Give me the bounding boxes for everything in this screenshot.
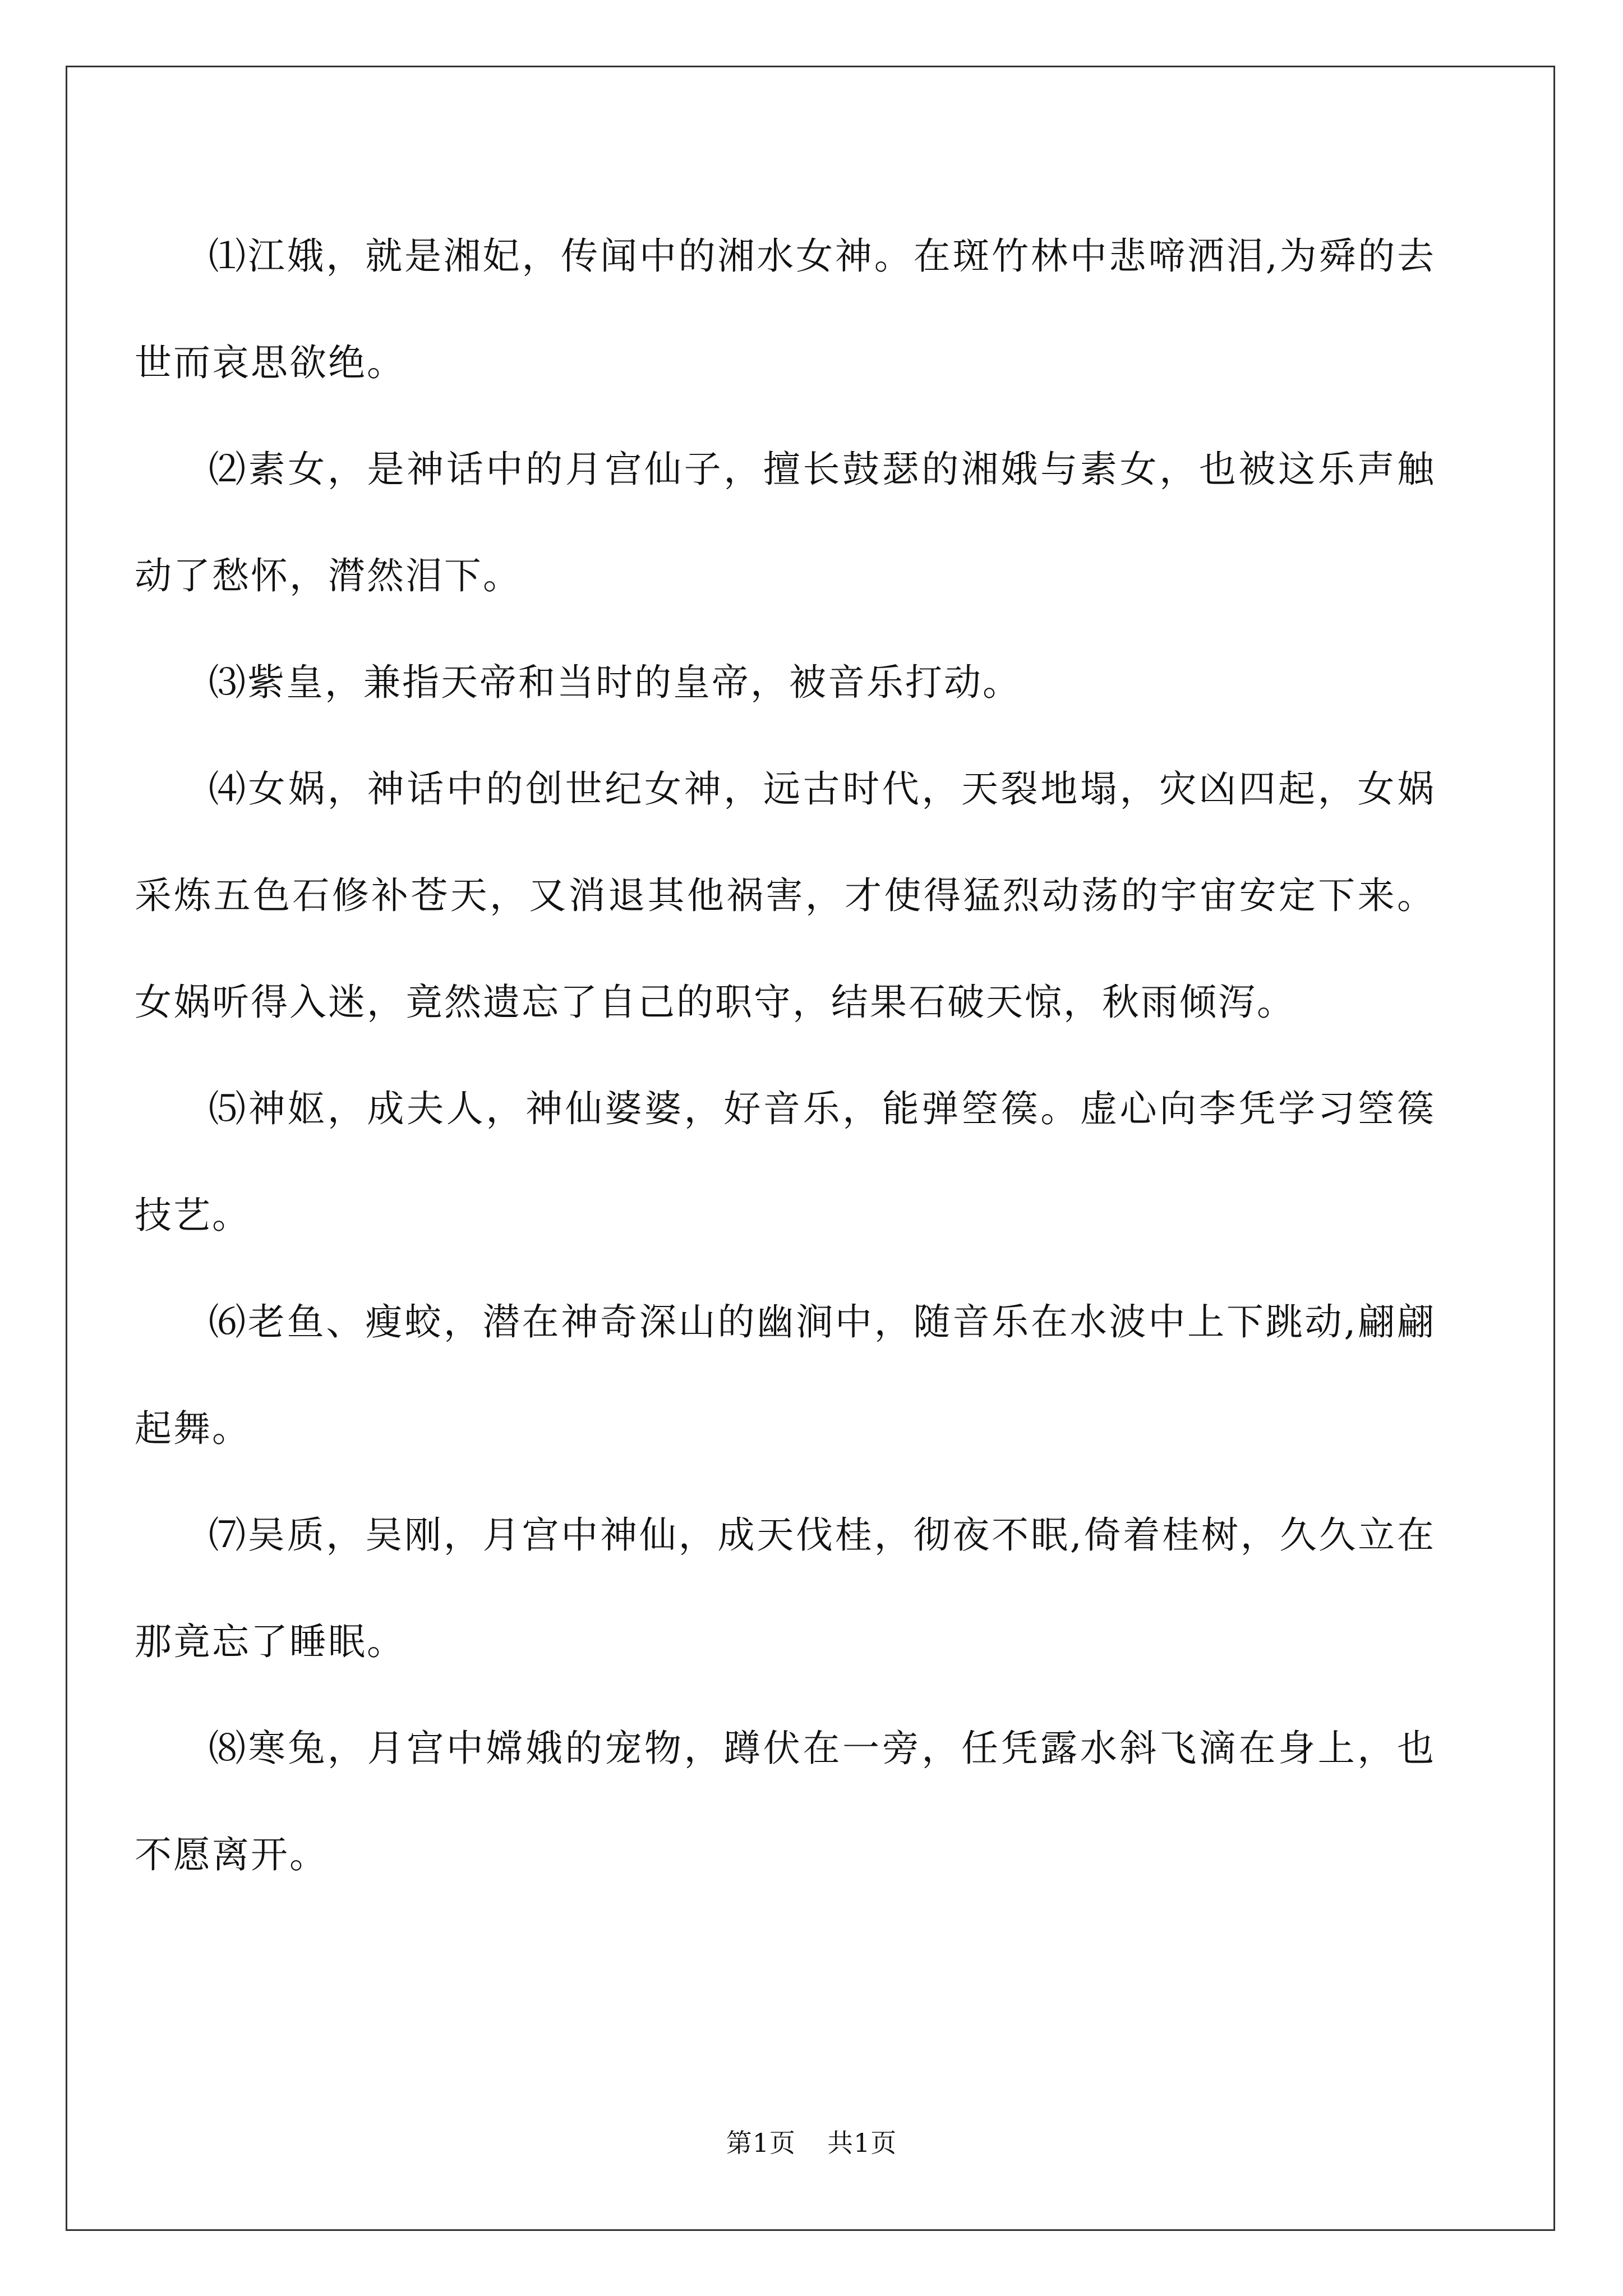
- paragraph-5: ⑸神妪，成夫人，神仙婆婆，好音乐，能弹箜篌。虚心向李凭学习箜篌技艺。: [135, 1087, 1436, 1237]
- paragraph-6: ⑹老鱼、瘦蛟，潜在神奇深山的幽涧中，随音乐在水波中上下跳动,翩翩起舞。: [135, 1300, 1436, 1450]
- page-footer: [0, 2126, 1623, 2160]
- paragraph-7: ⑺吴质，吴刚，月宫中神仙，成天伐桂，彻夜不眠,倚着桂树，久久立在那竟忘了睡眠。: [135, 1513, 1436, 1663]
- page-number: 第1页: [726, 2128, 796, 2158]
- paragraph-1: ⑴江娥，就是湘妃，传闻中的湘水女神。在斑竹林中悲啼洒泪,为舜的去世而哀思欲绝。: [135, 234, 1436, 384]
- paragraph-8: ⑻寒兔，月宫中嫦娥的宠物，蹲伏在一旁，任凭露水斜飞滴在身上，也不愿离开。: [135, 1727, 1436, 1876]
- paragraph-4: ⑷女娲，神话中的创世纪女神，远古时代，天裂地塌，灾凶四起，女娲采炼五色石修补苍天，又消退其他祸害，才使得猛烈动荡的宇宙安定下来。女娲听得入迷，竟然遗忘了自己的职守，结果石破天惊，秋雨倾泻。: [135, 767, 1436, 1024]
- page-total: 共1页: [827, 2128, 897, 2158]
- paragraph-2: ⑵素女，是神话中的月宫仙子，擅长鼓瑟的湘娥与素女，也被这乐声触动了愁怀，潸然泪下。: [135, 448, 1436, 597]
- document-body: [135, 203, 1436, 1908]
- paragraph-3: ⑶紫皇，兼指天帝和当时的皇帝，被音乐打动。: [209, 661, 1021, 704]
